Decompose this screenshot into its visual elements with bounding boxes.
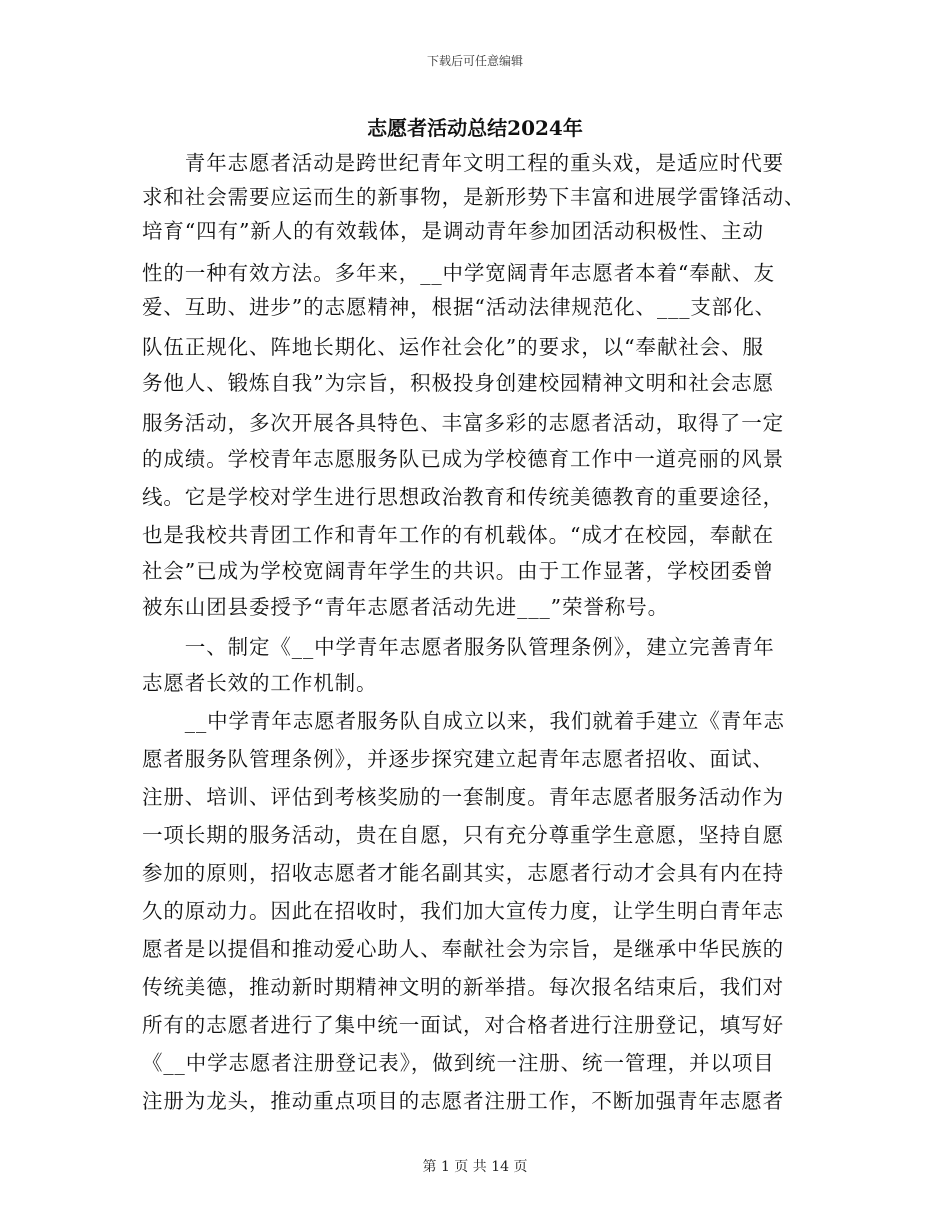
body-line: 求和社会需要应运而生的新事物，是新形势下丰富和进展学雷锋活动、 — [142, 185, 806, 209]
body-line: 的成绩。学校青年志愿服务队已成为学校德育工作中一道亮丽的风景 — [142, 447, 784, 471]
document-title: 志愿者活动总结2024年 — [367, 116, 583, 140]
body-line: 爱、互助、进步”的志愿精神，根据“活动法律规范化、___支部化、 — [142, 295, 777, 319]
body-line: __中学青年志愿者服务队自成立以来，我们就着手建立《青年志 — [142, 709, 785, 733]
body-line: 被东山团县委授予“青年志愿者活动先进___”荣誉称号。 — [142, 595, 670, 619]
body-line: 也是我校共青团工作和青年工作的有机载体。“成才在校园，奉献在 — [142, 523, 774, 547]
body-line: 线。它是学校对学生进行思想政治教育和传统美德教育的重要途径， — [142, 485, 784, 509]
body-line: 队伍正规化、阵地长期化、运作社会化”的要求，以“奉献社会、服 — [142, 335, 764, 359]
body-line: 社会”已成为学校宽阔青年学生的共识。由于工作显著，学校团委曾 — [142, 559, 774, 583]
body-line: 愿者是以提倡和推动爱心助人、奉献社会为宗旨，是继承中华民族的 — [142, 937, 784, 961]
body-line: 注册为龙头，推动重点项目的志愿者注册工作，不断加强青年志愿者 — [142, 1089, 784, 1113]
body-line: 服务活动，多次开展各具特色、丰富多彩的志愿者活动，取得了一定 — [142, 411, 784, 435]
body-line: 参加的原则，招收志愿者才能名副其实，志愿者行动才会具有内在持 — [142, 861, 784, 885]
body-line: 培育“四有”新人的有效载体，是调动青年参加团活动积极性、主动 — [142, 219, 764, 243]
body-line: 一项长期的服务活动，贵在自愿，只有充分尊重学生意愿，坚持自愿 — [142, 823, 784, 847]
body-line: 注册、培训、评估到考核奖励的一套制度。青年志愿者服务活动作为 — [142, 785, 784, 809]
page-header-note: 下载后可任意编辑 — [426, 54, 523, 68]
body-line: 青年志愿者活动是跨世纪青年文明工程的重头戏，是适应时代要 — [142, 151, 784, 175]
body-line: 志愿者长效的工作机制。 — [142, 671, 378, 695]
page-number: 第 1 页 共 14 页 — [422, 1159, 528, 1175]
body-line: 久的原动力。因此在招收时，我们加大宣传力度，让学生明白青年志 — [142, 899, 784, 923]
body-line: 所有的志愿者进行了集中统一面试，对合格者进行注册登记，填写好 — [142, 1013, 784, 1037]
body-line: 《__中学志愿者注册登记表》，做到统一注册、统一管理，并以项目 — [142, 1051, 775, 1075]
body-line: 一、制定《__中学青年志愿者服务队管理条例》，建立完善青年 — [142, 635, 775, 659]
body-line: 愿者服务队管理条例》，并逐步探究建立起青年志愿者招收、面试、 — [142, 747, 774, 771]
body-line: 务他人、锻炼自我”为宗旨，积极投身创建校园精神文明和社会志愿 — [142, 371, 774, 395]
body-line: 性的一种有效方法。多年来，__中学宽阔青年志愿者本着“奉献、友 — [142, 261, 775, 285]
body-line: 传统美德，推动新时期精神文明的新举措。每次报名结束后，我们对 — [142, 975, 784, 999]
